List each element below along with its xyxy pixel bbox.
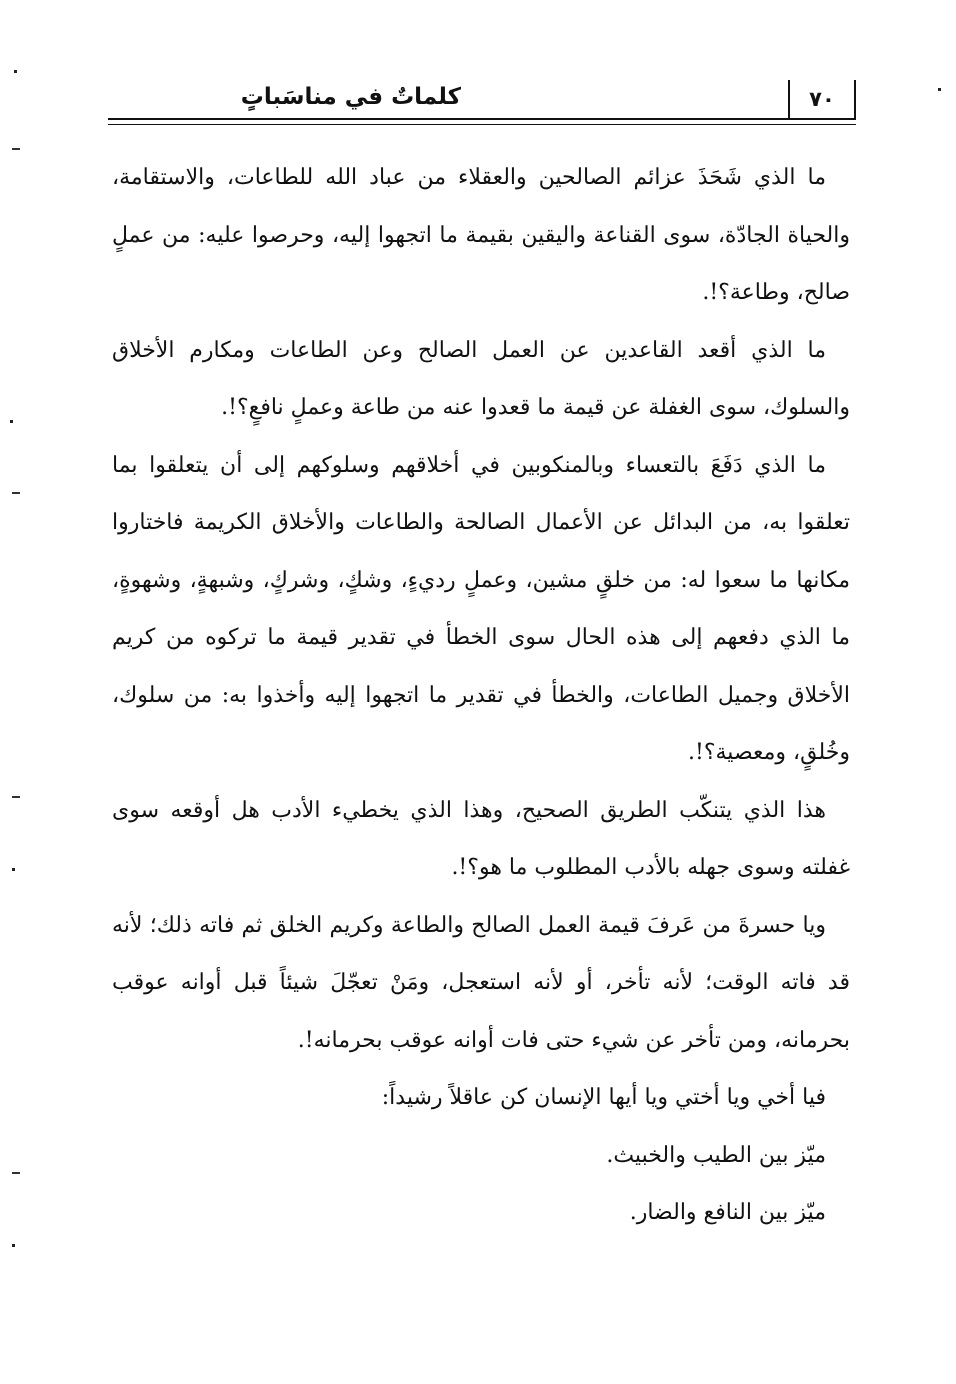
- running-title: كلماتٌ في مناسَباتٍ: [240, 84, 461, 110]
- exhortation-line: ميّز بين الطيب والخبيث.: [606, 1142, 826, 1168]
- scan-mark: [12, 796, 20, 798]
- paragraph: ما الذي شَحَذَ عزائم الصالحين والعقلاء من عباد الله للطاعات، والاستقامة، والحياة الجادّة، سوى القناعة واليقين بقيمة ما اتجهوا إليه، وحرصوا عليه: من عملٍ صالح، وطاعة؟!.: [112, 165, 850, 305]
- exhortation-line: ميّز بين النافع والضار.: [629, 1200, 826, 1225]
- scan-mark: [12, 148, 20, 150]
- paragraph: هذا الذي يتنكّب الطريق الصحيح، وهذا الذي يخطيء الأدب هل أوقعه سوى غفلته وسوى جهله بالأدب المطلوب ما هو؟!.: [112, 797, 850, 880]
- header-rule-thin: [108, 124, 856, 125]
- page-body: [112, 149, 850, 1242]
- scan-speck: [938, 88, 941, 91]
- scan-speck: [12, 1244, 15, 1247]
- scan-speck: [12, 868, 15, 871]
- header-rule: [108, 118, 856, 120]
- scan-mark: [12, 1172, 20, 1174]
- paragraph: ما الذي أقعد القاعدين عن العمل الصالح وعن الطاعات ومكارم الأخلاق والسلوك، سوى الغفلة عن قيمة ما قعدوا عنه من طاعة وعملٍ نافعٍ؟!.: [112, 337, 850, 420]
- scan-speck: [10, 420, 13, 423]
- scan-mark: [12, 492, 20, 494]
- scan-speck: [14, 70, 17, 73]
- exhortation-line: فيا أخي ويا أختي ويا أيها الإنسان كن عاقلاً رشيداً:: [381, 1085, 826, 1110]
- page-number: ٧٠: [788, 80, 856, 118]
- page-header: [108, 80, 856, 128]
- paragraph: ويا حسرةَ من عَرفَ قيمة العمل الصالح والطاعة وكريم الخلق ثم فاته ذلك؛ لأنه قد فاته الوقت؛ لأنه تأخر، أو لأنه استعجل، ومَنْ تعجّلَ شيئاً قبل أوانه عوقب بحرمانه، ومن تأخر عن شيء حتى فات أوانه عوقب بحرمانه!.: [112, 912, 850, 1053]
- paragraph: ما الذي دَفَعَ بالتعساء وبالمنكوبين في أخلاقهم وسلوكهم إلى أن يتعلقوا بما تعلقوا به، من البدائل عن الأعمال الصالحة والطاعات والأخلاق الكريمة فاختاروا مكانها ما سعوا له: من خلقٍ مشين، وعملٍ رديءٍ، وشكٍ، وشركٍ، وشبهةٍ، وشهوةٍ، ما الذي دفعهم إلى هذه الحال سوى الخطأ في تقدير قيمة ما تركوه من كريم الأخلاق وجميل الطاعات، والخطأ في تقدير ما اتجهوا إليه وأخذوا به: من سلوك، وخُلقٍ، ومعصية؟!.: [112, 452, 850, 765]
